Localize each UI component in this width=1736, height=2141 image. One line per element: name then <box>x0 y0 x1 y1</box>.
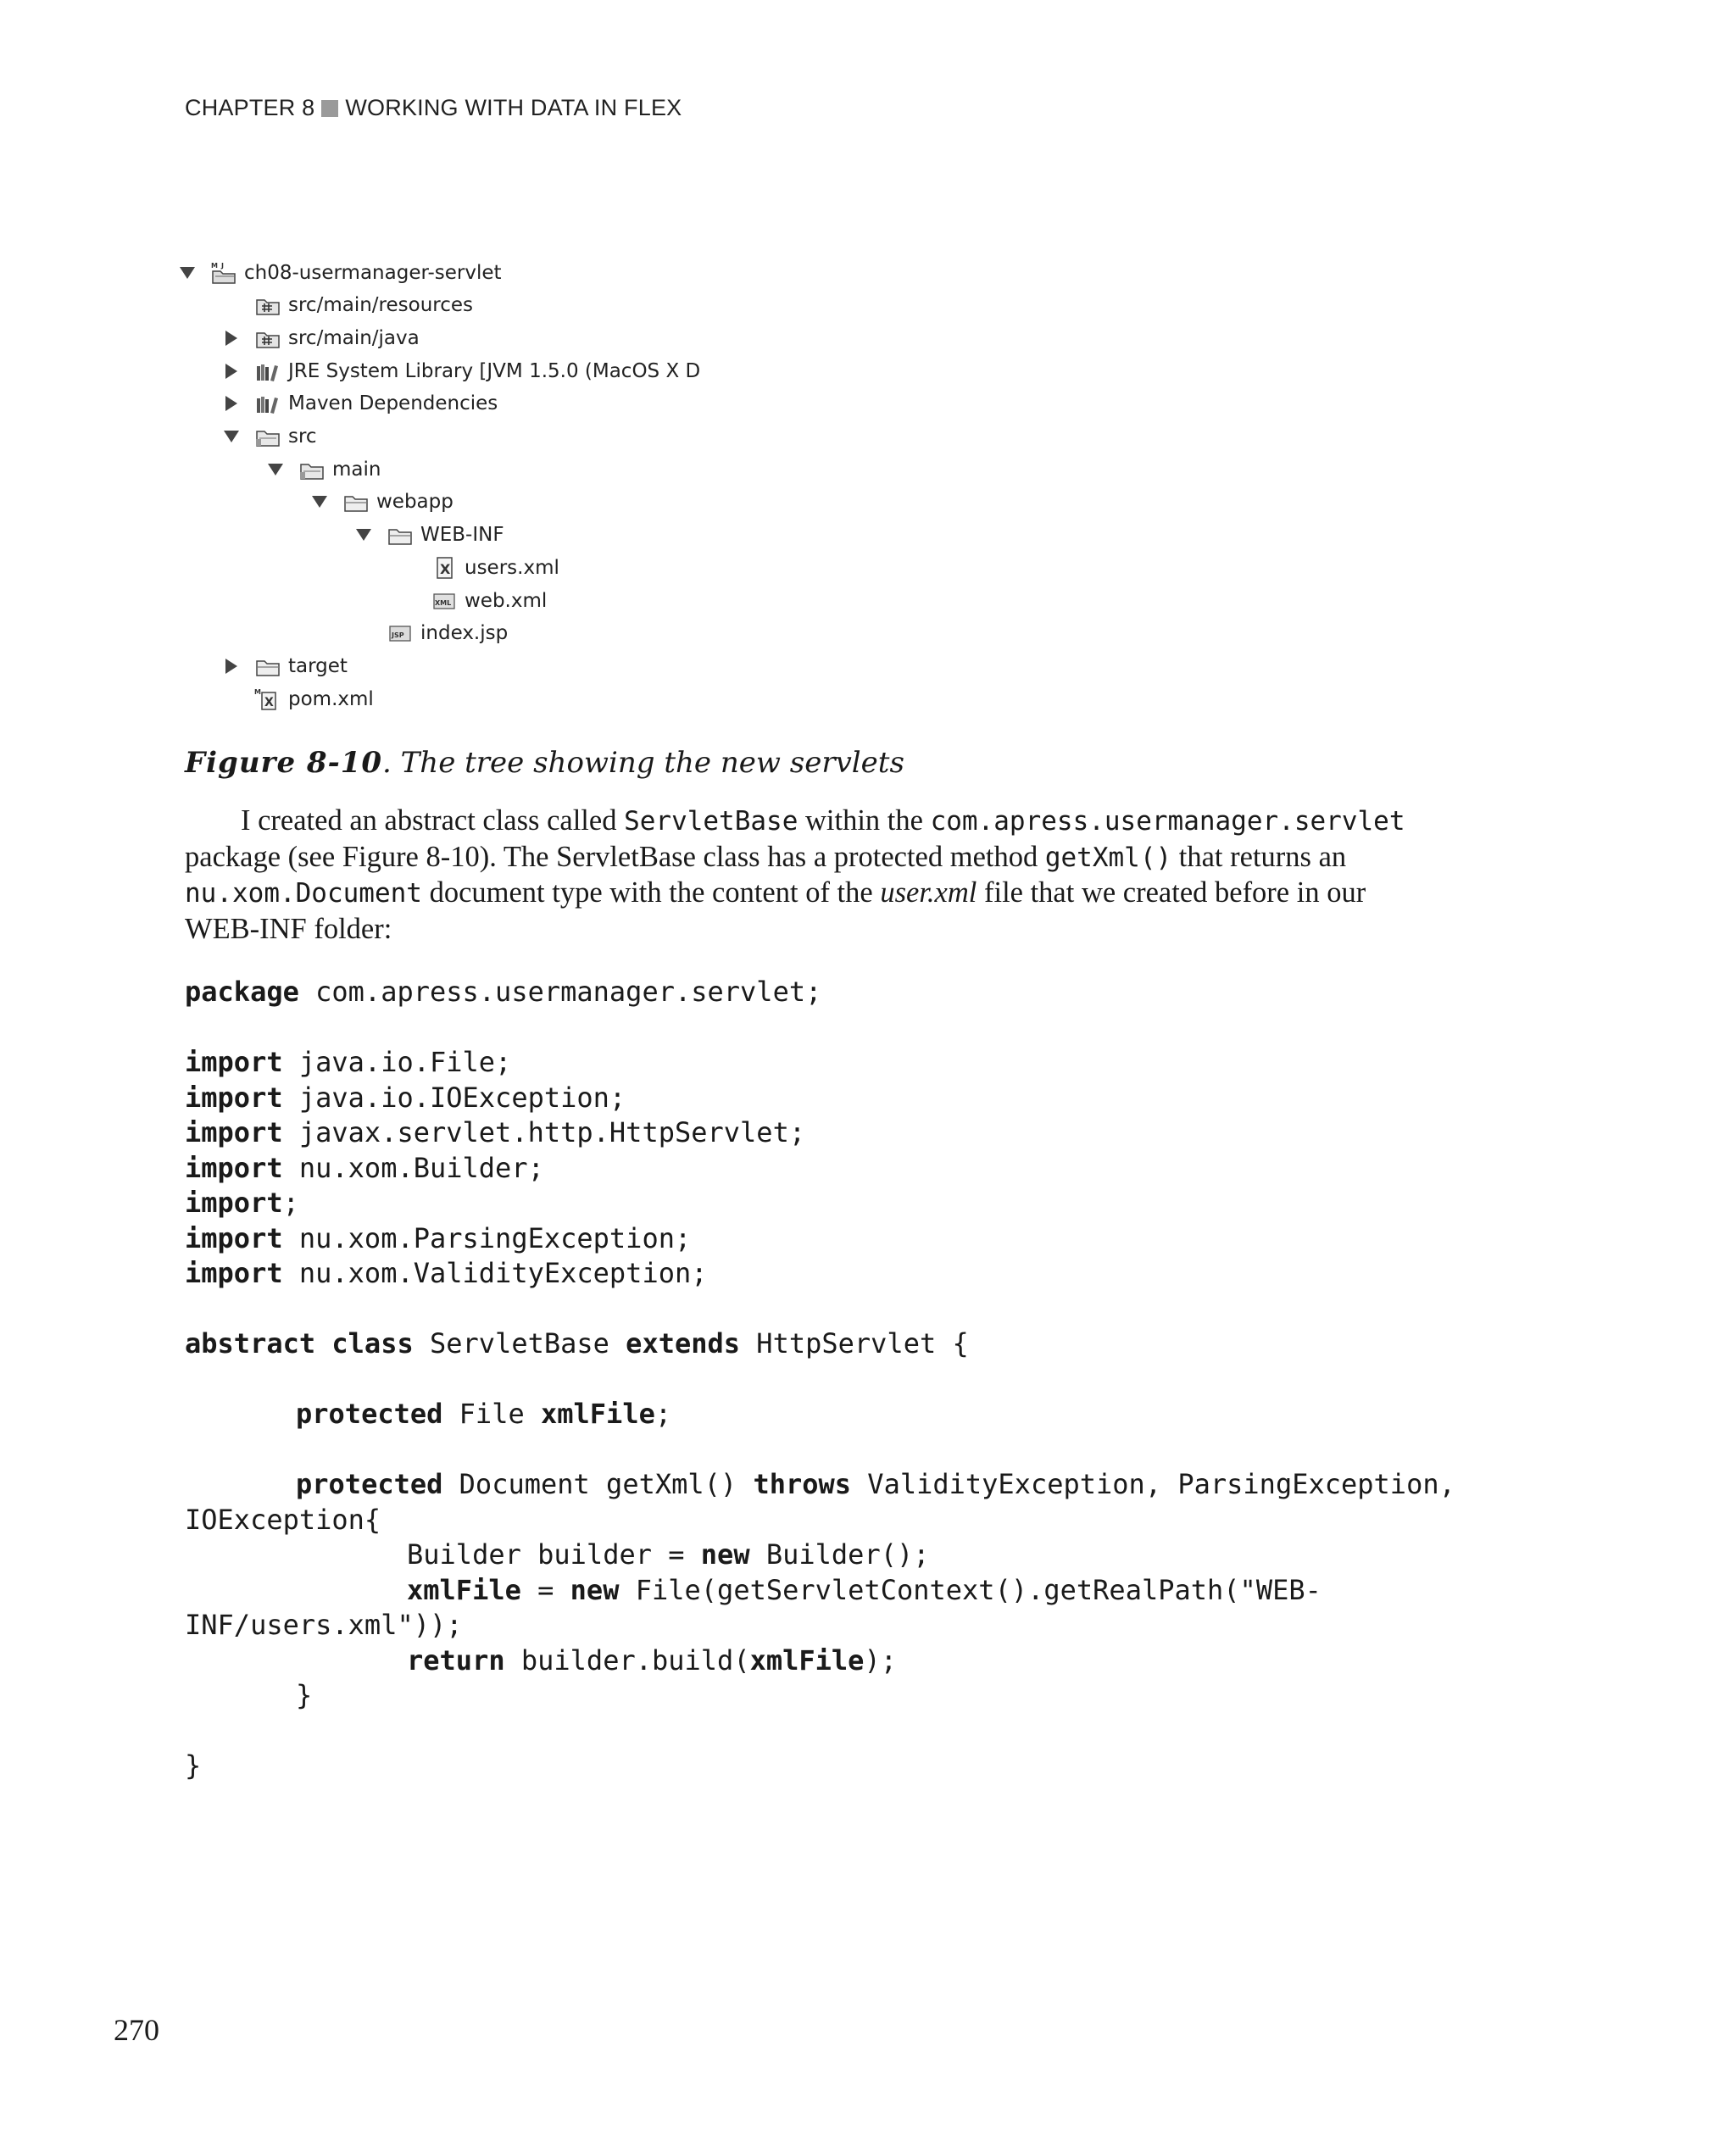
code-text: nu.xom.ValidityException; <box>282 1257 708 1289</box>
code-text: } <box>185 1749 202 1782</box>
tree-item-label: main <box>332 458 381 481</box>
field-name: xmlFile <box>540 1398 655 1430</box>
page-number: 270 <box>114 2013 159 2047</box>
figure-caption <box>185 746 904 780</box>
code-text: File(getServletContext().getRealPath("WEB- <box>619 1573 1321 1606</box>
code-text: Document getXml() <box>442 1468 754 1500</box>
inline-code: com.apress.usermanager.servlet <box>930 806 1405 837</box>
code-text: Builder(); <box>749 1538 930 1571</box>
keyword: package <box>185 976 299 1008</box>
keyword: import <box>185 1187 283 1219</box>
folder-icon <box>342 490 370 514</box>
tree-item[interactable] <box>354 519 504 552</box>
keyword: protected <box>296 1468 443 1500</box>
collapsed-triangle-icon[interactable] <box>225 364 237 379</box>
code-text: nu.xom.ParsingException; <box>282 1221 692 1254</box>
header-square-icon <box>321 100 338 117</box>
field-name: xmlFile <box>407 1573 521 1606</box>
tree-item[interactable] <box>222 420 317 453</box>
code-text: = <box>520 1573 570 1606</box>
tree-spacer <box>222 698 237 699</box>
svg-text:M: M <box>254 687 261 696</box>
expanded-triangle-icon[interactable] <box>312 496 327 508</box>
body-paragraph <box>185 804 1490 947</box>
collapsed-triangle-icon[interactable] <box>225 396 237 411</box>
code-line <box>185 1503 381 1538</box>
expanded-triangle-icon[interactable] <box>224 431 239 442</box>
tree-item-label: web.xml <box>465 589 548 612</box>
inline-code: getXml() <box>1044 842 1172 873</box>
keyword: throws <box>753 1468 852 1500</box>
pom-file-icon <box>254 687 281 711</box>
svg-text:X: X <box>264 695 274 709</box>
code-line <box>407 1573 1321 1609</box>
code-line <box>296 1678 312 1714</box>
keyword: import <box>185 1081 283 1114</box>
tree-spacer <box>398 567 414 568</box>
keyword: import <box>185 1151 283 1184</box>
text-run: I created an abstract class called <box>241 804 625 837</box>
expanded-triangle-icon[interactable] <box>356 529 371 541</box>
tree-item[interactable] <box>398 551 559 584</box>
code-line <box>185 1115 805 1151</box>
tree-item-label: JRE System Library [JVM 1.5.0 (MacOS X D <box>288 359 701 382</box>
code-text: javax.servlet.http.HttpServlet; <box>282 1116 806 1148</box>
code-text: nu.xom.Builder; <box>282 1151 544 1184</box>
code-line <box>185 1221 691 1257</box>
text-run: package (see Figure 8-10). The ServletBase class has a protected method <box>185 840 1045 873</box>
collapsed-triangle-icon[interactable] <box>225 331 237 346</box>
tree-item-label: WEB-INF <box>420 524 504 547</box>
library-icon <box>254 359 281 383</box>
jsp-file-icon <box>387 621 414 645</box>
code-line <box>407 1643 897 1679</box>
code-line <box>185 1749 201 1784</box>
project-tree-figure <box>178 256 701 731</box>
code-text: java.io.File; <box>282 1046 512 1078</box>
tree-item-label: index.jsp <box>420 622 509 645</box>
code-text: com.apress.usermanager.servlet; <box>298 976 822 1008</box>
code-line <box>185 1081 626 1116</box>
code-text: } <box>296 1679 313 1711</box>
code-line <box>185 975 821 1010</box>
text-run: WEB-INF folder: <box>185 912 392 945</box>
code-text: builder.build( <box>504 1643 750 1677</box>
tree-item[interactable] <box>222 321 420 354</box>
paragraph-line <box>185 912 1490 948</box>
code-text: INF/users.xml")); <box>185 1609 463 1641</box>
figure-caption-text: . The tree showing the new servlets <box>382 746 904 780</box>
paragraph-line <box>185 876 1490 912</box>
tree-item-label: src/main/resources <box>288 294 474 317</box>
maven-project-icon <box>210 261 237 285</box>
svg-text:X: X <box>440 560 451 577</box>
chapter-number: CHAPTER 8 <box>185 95 315 120</box>
code-text: ServletBase <box>413 1327 626 1360</box>
italic-filename: user.xml <box>880 876 977 909</box>
svg-text:JSP: JSP <box>392 631 404 640</box>
tree-item-label: src <box>288 425 317 448</box>
source-folder-icon <box>254 326 281 350</box>
keyword: import <box>185 1046 283 1078</box>
tree-item[interactable] <box>354 617 508 650</box>
code-text: HttpServlet { <box>740 1327 969 1360</box>
running-header <box>185 95 682 121</box>
text-run: within the <box>798 804 931 837</box>
tree-spacer <box>354 633 370 634</box>
tree-item[interactable] <box>310 486 453 519</box>
code-line <box>296 1397 671 1432</box>
keyword: new <box>570 1573 620 1606</box>
tree-item-label: Maven Dependencies <box>288 392 498 415</box>
expanded-triangle-icon[interactable] <box>268 464 283 475</box>
text-run: that returns an <box>1171 840 1347 873</box>
figure-label: Figure 8-10 <box>185 746 383 780</box>
text-run: file that we created before in our <box>976 876 1366 909</box>
inline-code: nu.xom.Document <box>185 878 422 909</box>
keyword: import <box>185 1221 283 1254</box>
keyword: new <box>700 1538 750 1571</box>
code-line <box>185 1151 544 1187</box>
tree-item[interactable] <box>222 289 473 322</box>
library-icon <box>254 392 281 415</box>
field-name: xmlFile <box>749 1643 865 1677</box>
keyword: abstract <box>185 1327 316 1360</box>
code-line <box>185 1608 463 1643</box>
tree-item-label: src/main/java <box>288 326 420 349</box>
paragraph-line <box>185 804 1490 840</box>
svg-text:M: M <box>211 261 218 270</box>
inline-code: ServletBase <box>624 806 798 837</box>
tree-item-label: target <box>288 654 348 677</box>
tree-item[interactable] <box>178 256 502 289</box>
code-text: ; <box>282 1187 299 1219</box>
keyword: import <box>185 1116 283 1148</box>
code-line <box>407 1538 930 1573</box>
tree-item[interactable] <box>222 387 498 420</box>
chapter-title: WORKING WITH DATA IN FLEX <box>345 95 682 120</box>
code-text: ); <box>864 1643 897 1677</box>
tree-spacer <box>222 305 237 306</box>
tree-item-label: pom.xml <box>288 687 374 710</box>
code-text: Builder builder = <box>407 1538 701 1571</box>
tree-item-label: ch08-usermanager-servlet <box>244 261 502 284</box>
code-text: File <box>442 1398 541 1430</box>
code-text: ; <box>654 1398 672 1430</box>
paragraph-line <box>185 840 1490 876</box>
tree-item-label: webapp <box>376 491 453 514</box>
folder-icon <box>387 523 414 547</box>
tree-spacer <box>398 600 414 601</box>
collapsed-triangle-icon[interactable] <box>225 659 237 674</box>
code-text: java.io.IOException; <box>282 1081 626 1114</box>
tree-item[interactable] <box>222 649 348 682</box>
code-line <box>185 1256 708 1292</box>
keyword: return <box>407 1643 505 1677</box>
code-line <box>185 1326 969 1362</box>
keyword: class <box>331 1327 414 1360</box>
keyword: import <box>185 1257 283 1289</box>
svg-text:XML: XML <box>435 598 452 607</box>
keyword: protected <box>296 1398 443 1430</box>
tree-item[interactable] <box>222 354 700 387</box>
package-folder-icon <box>298 458 326 481</box>
tree-item[interactable] <box>266 453 381 486</box>
svg-text:J: J <box>221 261 224 270</box>
tree-item[interactable] <box>222 682 374 715</box>
web-xml-icon <box>431 589 458 613</box>
package-folder-icon <box>254 425 281 448</box>
code-text: ValidityException, ParsingException, <box>851 1468 1455 1500</box>
tree-item-label: users.xml <box>465 556 559 579</box>
code-line <box>185 1045 511 1081</box>
source-folder-icon <box>254 293 281 317</box>
xml-file-icon <box>431 556 458 580</box>
tree-item[interactable] <box>398 584 547 617</box>
code-line <box>185 1186 299 1221</box>
code-line <box>296 1467 1455 1503</box>
folder-icon <box>254 654 281 678</box>
expanded-triangle-icon[interactable] <box>180 267 195 279</box>
keyword: extends <box>626 1327 741 1360</box>
code-text: IOException{ <box>185 1503 381 1536</box>
text-run: document type with the content of the <box>421 876 881 909</box>
